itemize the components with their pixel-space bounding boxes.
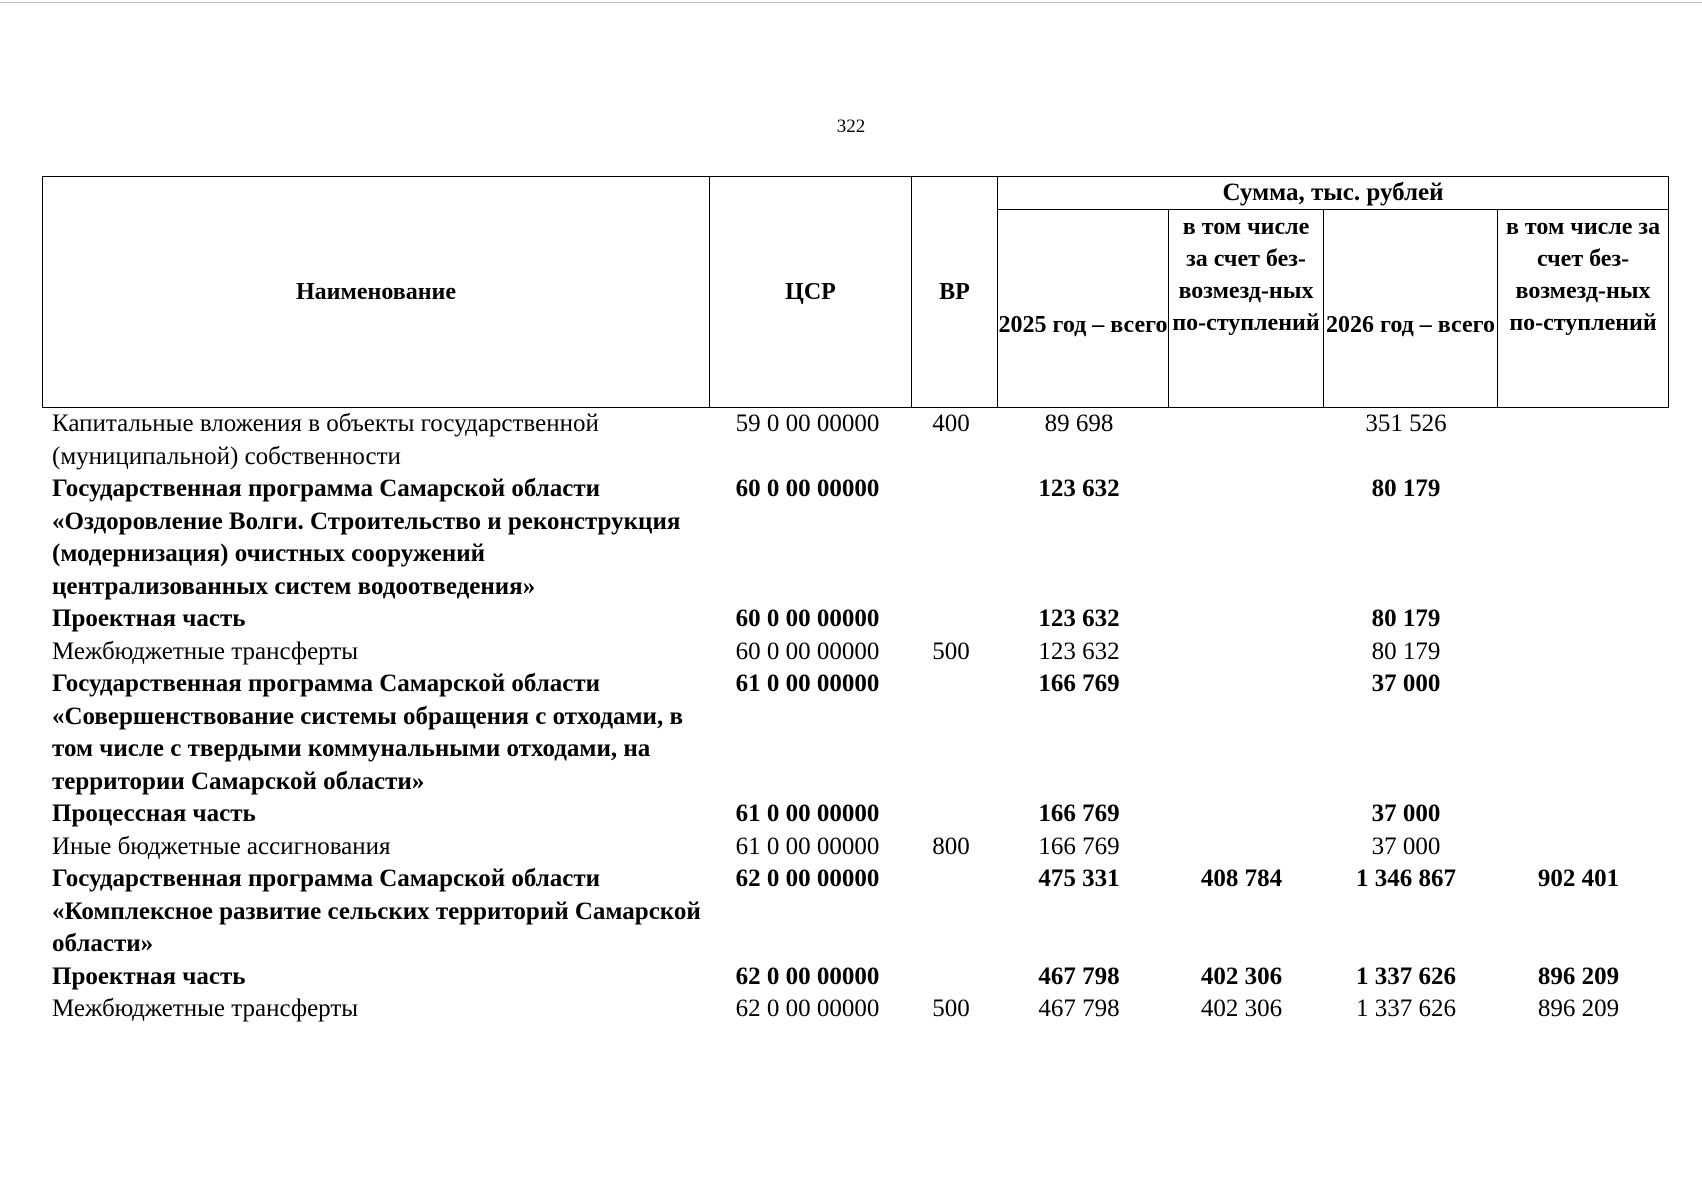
row-2025-total: 475 331 xyxy=(1038,865,1120,892)
row-2026-incl: 896 209 xyxy=(1537,995,1620,1022)
row-name: Государственная программа Самарской области «Оздоровление Волги. Строительство и реконструкция (модернизация) очистных сооружений централизованных систем водоотведения» xyxy=(52,475,681,600)
header-csr: ЦСР xyxy=(710,177,912,408)
row-name: Государственная программа Самарской области «Комплексное развитие сельских территорий Самарской области» xyxy=(52,865,701,957)
row-vr xyxy=(908,668,994,798)
header-vr: ВР xyxy=(912,177,998,408)
row-2025-total: 467 798 xyxy=(1038,995,1120,1022)
row-vr xyxy=(908,798,994,831)
row-2025-incl xyxy=(1164,636,1319,669)
row-csr: 62 0 00 00000 xyxy=(735,995,880,1022)
row-2025-incl xyxy=(1164,831,1319,864)
row-2026-total: 351 526 xyxy=(1365,410,1447,437)
row-vr xyxy=(908,603,994,636)
row-2025-total: 166 769 xyxy=(1038,800,1120,827)
header-2026-incl: в том числе за счет без-возмезд-ных по-ступлений xyxy=(1498,210,1669,408)
table-row xyxy=(52,603,1664,636)
header-2025-incl: в том числе за счет без-возмезд-ных по-ступлений xyxy=(1169,210,1324,408)
row-name: Процессная часть xyxy=(52,800,256,827)
row-vr: 500 xyxy=(932,637,970,665)
row-2026-total: 1 337 626 xyxy=(1356,995,1456,1022)
row-2026-total: 80 179 xyxy=(1371,637,1441,665)
table-row xyxy=(52,831,1664,864)
row-2026-total: 80 179 xyxy=(1371,605,1441,632)
row-2025-incl: 408 784 xyxy=(1200,865,1283,892)
row-csr: 60 0 00 00000 xyxy=(735,637,880,665)
row-csr: 62 0 00 00000 xyxy=(735,865,880,892)
table-row xyxy=(52,636,1664,669)
row-2025-incl xyxy=(1164,473,1319,603)
row-2026-incl xyxy=(1493,636,1664,669)
row-2025-total: 467 798 xyxy=(1038,962,1120,990)
row-2026-total: 37 000 xyxy=(1371,800,1441,827)
row-csr: 61 0 00 00000 xyxy=(735,832,880,860)
row-name: Межбюджетные трансферты xyxy=(52,637,359,665)
row-2025-total: 123 632 xyxy=(1038,637,1120,665)
row-2025-total: 166 769 xyxy=(1038,670,1120,697)
row-name: Проектная часть xyxy=(52,605,246,632)
row-vr xyxy=(908,863,994,961)
row-2026-total: 1 337 626 xyxy=(1356,962,1456,990)
row-2025-incl: 402 306 xyxy=(1200,962,1283,990)
row-2025-incl xyxy=(1164,603,1319,636)
header-2026-total: 2026 год – всего xyxy=(1324,210,1498,408)
row-2025-incl xyxy=(1164,798,1319,831)
header-name: Наименование xyxy=(43,177,710,408)
row-2025-total: 166 769 xyxy=(1038,832,1120,860)
table-body xyxy=(52,408,1664,1026)
page-number: 322 xyxy=(836,116,866,137)
row-2026-incl xyxy=(1493,798,1664,831)
row-2025-incl: 402 306 xyxy=(1200,995,1283,1022)
row-2026-total: 80 179 xyxy=(1371,475,1441,502)
table-row xyxy=(52,863,1664,961)
row-csr: 59 0 00 00000 xyxy=(735,410,880,437)
row-2025-incl xyxy=(1164,668,1319,798)
row-2026-incl: 896 209 xyxy=(1537,962,1620,990)
table-row xyxy=(52,668,1664,798)
row-name: Государственная программа Самарской области «Совершенствование системы обращения с отходами, в том числе с твердыми коммунальными отходами, на территории Самарской области» xyxy=(52,670,683,795)
row-2026-total: 37 000 xyxy=(1371,670,1441,697)
row-2026-incl: 902 401 xyxy=(1537,865,1620,892)
row-csr: 61 0 00 00000 xyxy=(735,670,880,697)
row-2025-total: 123 632 xyxy=(1038,605,1120,632)
row-2025-incl xyxy=(1164,408,1319,473)
row-vr xyxy=(908,961,994,994)
table-row xyxy=(52,961,1664,994)
row-2026-total: 1 346 867 xyxy=(1356,865,1456,892)
header-sum-group: Сумма, тыс. рублей xyxy=(998,177,1669,210)
table-row xyxy=(52,408,1664,473)
row-vr xyxy=(908,473,994,603)
row-csr: 61 0 00 00000 xyxy=(735,800,880,827)
row-csr: 62 0 00 00000 xyxy=(735,962,880,990)
row-2026-incl xyxy=(1493,473,1664,603)
row-2026-incl xyxy=(1493,603,1664,636)
row-2026-incl xyxy=(1493,408,1664,473)
table-row xyxy=(52,993,1664,1026)
header-2025-total: 2025 год – всего xyxy=(998,210,1169,408)
row-2026-total: 37 000 xyxy=(1371,832,1441,860)
row-vr: 400 xyxy=(932,410,970,437)
row-csr: 60 0 00 00000 xyxy=(735,605,880,632)
table-row xyxy=(52,798,1664,831)
row-name: Капитальные вложения в объекты государственной (муниципальной) собственности xyxy=(52,410,599,470)
row-name: Проектная часть xyxy=(52,962,246,990)
row-2025-total: 89 698 xyxy=(1044,410,1114,437)
row-2026-incl xyxy=(1493,831,1664,864)
row-vr: 500 xyxy=(932,995,970,1022)
row-vr: 800 xyxy=(932,832,970,860)
scan-edge-line xyxy=(0,2,1702,3)
row-csr: 60 0 00 00000 xyxy=(735,475,880,502)
table-row xyxy=(52,473,1664,603)
row-name: Межбюджетные трансферты xyxy=(52,995,359,1022)
row-name: Иные бюджетные ассигнования xyxy=(52,832,391,860)
row-2025-total: 123 632 xyxy=(1038,475,1120,502)
table-header xyxy=(42,176,1669,408)
row-2026-incl xyxy=(1493,668,1664,798)
